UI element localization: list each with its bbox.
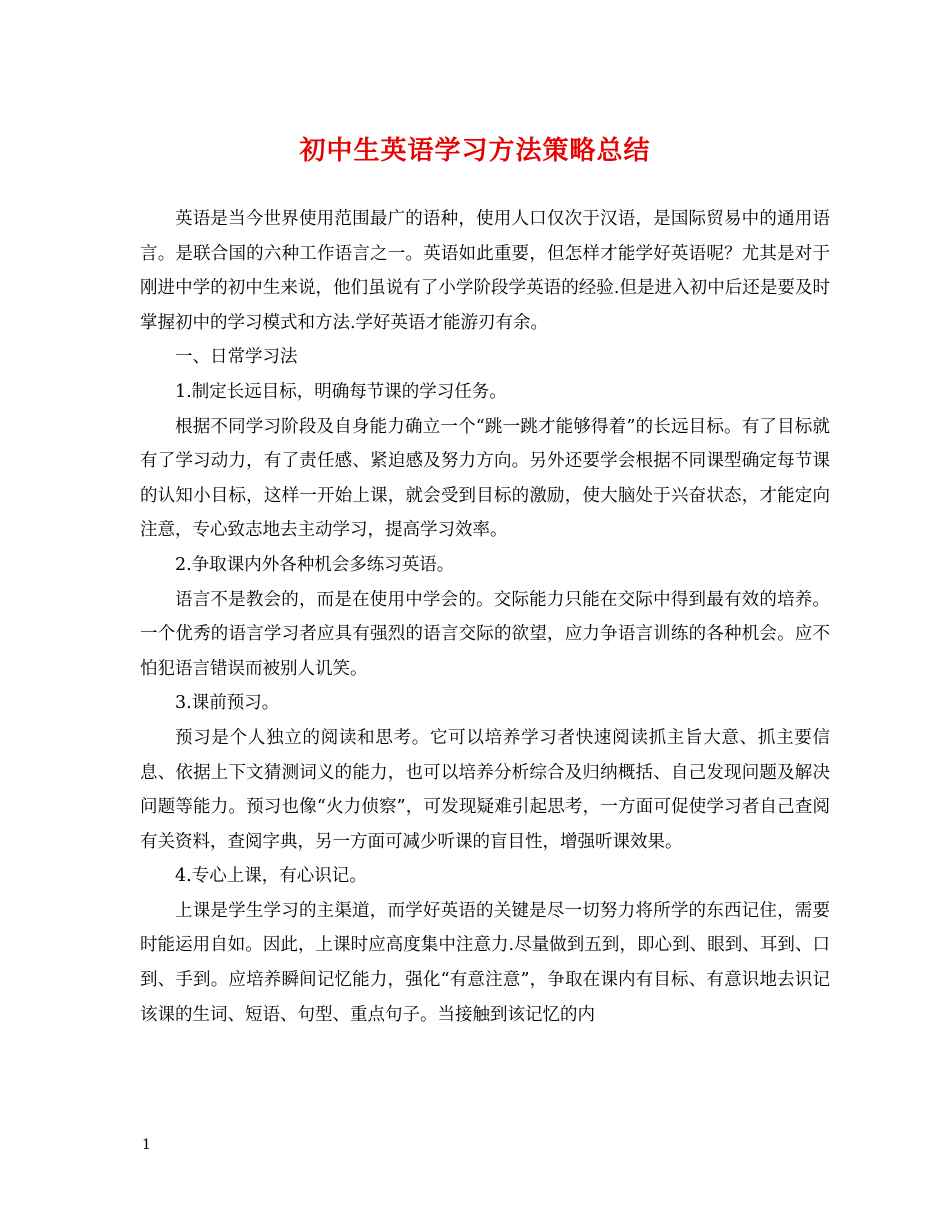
document-body — [140, 202, 830, 1032]
intro-paragraph: 英语是当今世界使用范围最广的语种，使用人口仅次于汉语，是国际贸易中的通用语言。是联合国的六种工作语言之一。英语如此重要，但怎样才能学好英语呢？尤其是对于刚进中学的初中生来说，他们虽说有了小学阶段学英语的经验.但是进入初中后还是要及时掌握初中的学习模式和方法.学好英语才能游刃有余。 — [140, 209, 830, 333]
item-heading-3: 3.课前预习。 — [175, 693, 280, 714]
item-body-3: 预习是个人独立的阅读和思考。它可以培养学习者快速阅读抓主旨大意、抓主要信息、依据上下文猜测词义的能力，也可以培养分析综合及归纳概括、自己发现问题及解决问题等能力。预习也像“火力侦察”，可发现疑难引起思考，一方面可促使学习者自己查阅有关资料，查阅字典，另一方面可减少听课的盲目性，增强听课效果。 — [140, 727, 830, 852]
item-body-2: 语言不是教会的，而是在使用中学会的。交际能力只能在交际中得到最有效的培养。一个优秀的语言学习者应具有强烈的语言交际的欲望，应力争语言训练的各种机会。应不怕犯语言错误而被别人讥笑。 — [140, 589, 830, 679]
page-number: 1 — [142, 1137, 151, 1153]
section-heading-daily-study: 一、日常学习法 — [175, 347, 298, 368]
item-heading-2: 2.争取课内外各种机会多练习英语。 — [175, 554, 455, 575]
item-heading-1: 1.制定长远目标，明确每节课的学习任务。 — [175, 381, 507, 402]
item-heading-4: 4.专心上课，有心识记。 — [175, 866, 367, 887]
item-body-4: 上课是学生学习的主渠道，而学好英语的关键是尽一切努力将所学的东西记住，需要时能运用自如。因此，上课时应高度集中注意力.尽量做到五到，即心到、眼到、耳到、口到、手到。应培养瞬间记忆能力，强化“有意注意”，争取在课内有目标、有意识地去识记该课的生词、短语、句型、重点句子。当接触到该记忆的内 — [140, 900, 830, 1025]
item-body-1: 根据不同学习阶段及自身能力确立一个“跳一跳才能够得着”的长远目标。有了目标就有了学习动力，有了责任感、紧迫感及努力方向。另外还要学会根据不同课型确定每节课的认知小目标，这样一开始上课，就会受到目标的激励，使大脑处于兴奋状态，才能定向注意，专心致志地去主动学习，提高学习效率。 — [140, 416, 830, 541]
document-title: 初中生英语学习方法策略总结 — [299, 136, 651, 166]
